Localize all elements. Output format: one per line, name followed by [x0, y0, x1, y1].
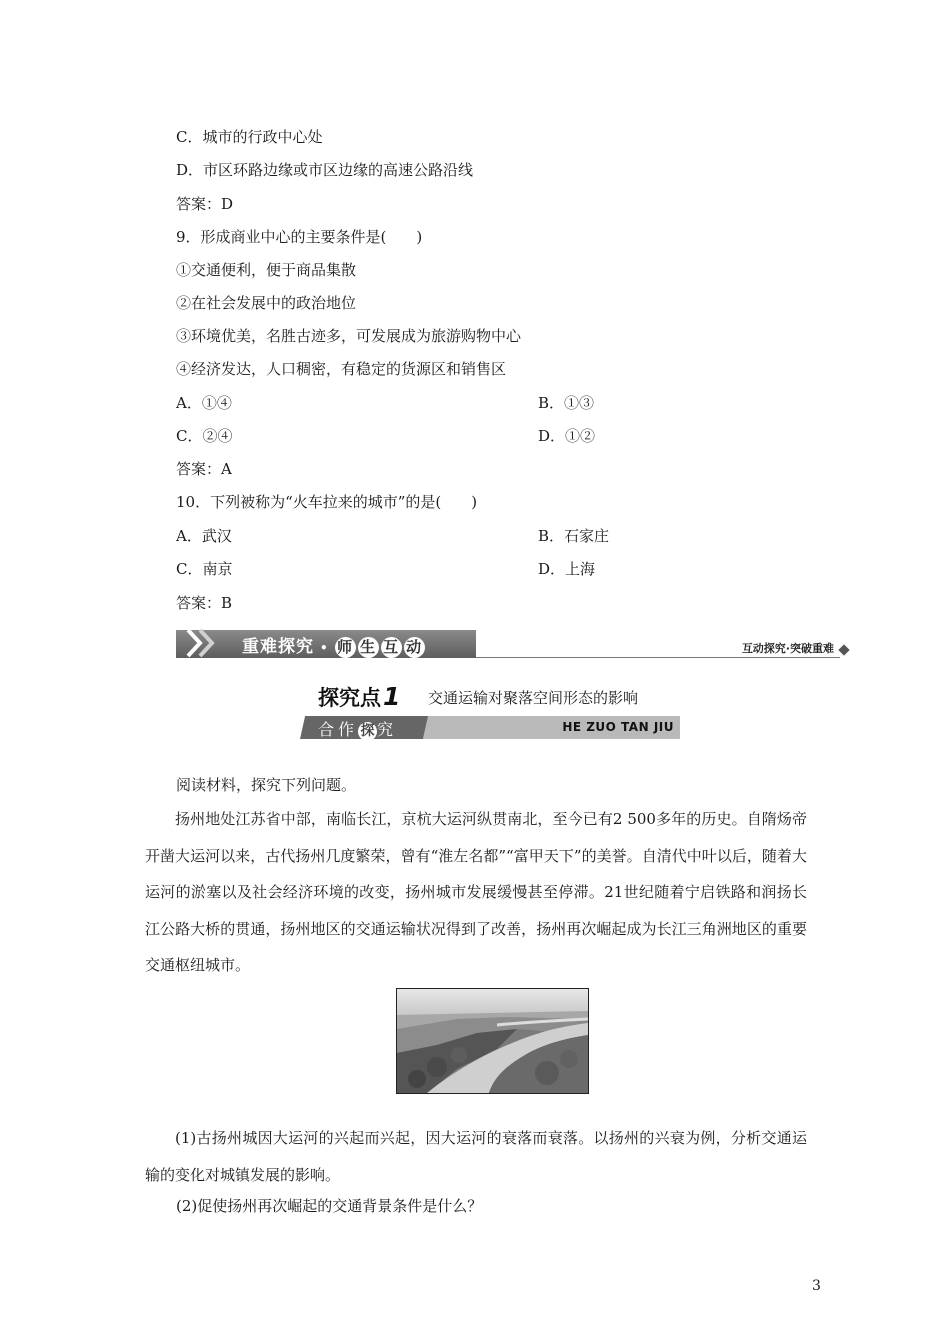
q10-answer: 答案：B [176, 594, 233, 612]
q10-option-d: D．上海 [538, 560, 596, 578]
coop-label [318, 717, 397, 741]
q9-option-c: C．②④ [176, 427, 233, 445]
q9-item-2: ②在社会发展中的政治地位 [176, 294, 357, 312]
page-number: 3 [812, 1278, 821, 1294]
banner-char-1: 师 [335, 637, 356, 658]
q10-stem: 10．下列被称为“火车拉来的城市”的是( ) [176, 493, 478, 511]
coop-label-a: 合作 [318, 720, 359, 739]
coop-circle-char: 探 [358, 722, 377, 741]
coop-label-b: 究 [377, 720, 398, 739]
material-intro: 阅读材料，探究下列问题。 [176, 776, 357, 794]
q9-stem: 9．形成商业中心的主要条件是( ) [176, 228, 423, 246]
q8-option-d: D．市区环路边缘或市区边缘的高速公路沿线 [176, 161, 474, 179]
q9-item-4: ④经济发达，人口稠密，有稳定的货源区和销售区 [176, 360, 507, 378]
chevron-right-icon [184, 628, 218, 658]
q8-option-c: C．城市的行政中心处 [176, 128, 323, 146]
question-2: (2)促使扬州再次崛起的交通背景条件是什么？ [176, 1197, 483, 1215]
diamond-icon [838, 644, 849, 655]
banner-char-4: 动 [404, 637, 425, 658]
banner-title-a: 重难探究 [242, 637, 314, 657]
banner-rule [476, 657, 840, 658]
question-1: (1)古扬州城因大运河的兴起而兴起，因大运河的衰落而衰落。以扬州的兴衰为例，分析交通运输的变化对城镇发展的影响。 [145, 1129, 807, 1184]
q10-option-b: B．石家庄 [538, 527, 610, 545]
q8-answer: 答案：D [176, 195, 234, 213]
q9-option-d: D．①② [538, 427, 596, 445]
q9-item-1: ①交通便利，便于商品集散 [176, 261, 357, 279]
topic-number: 1 [383, 682, 401, 711]
banner-title [242, 632, 427, 658]
material-paragraph: 扬州地处江苏省中部，南临长江，京杭大运河纵贯南北，至今已有2 500多年的历史。自隋炀帝开凿大运河以来，古代扬州几度繁荣，曾有“淮左名都”“富甲天下”的美誉。自清代中叶以后，随着大运河的淤塞以及社会经济环境的改变，扬州城市发展缓慢甚至停滞。21世纪随着宁启铁路和润扬长江公路大桥的贯通，扬州地区的交通运输状况得到了改善，扬州再次崛起成为长江三角洲地区的重要交通枢纽城市。 [145, 810, 807, 974]
q9-option-a: A．①④ [176, 394, 232, 412]
topic-heading [318, 682, 400, 712]
yangzhou-aerial-photo [396, 988, 589, 1094]
banner-char-2: 生 [358, 637, 379, 658]
q10-option-c: C．南京 [176, 560, 233, 578]
q9-item-3: ③环境优美，名胜古迹多，可发展成为旅游购物中心 [176, 327, 522, 345]
cooperation-bar [300, 716, 680, 739]
coop-english-label: HE ZUO TAN JIU [562, 720, 674, 734]
q9-option-b: B．①③ [538, 394, 595, 412]
q10-option-a: A．武汉 [176, 527, 232, 545]
banner-char-3: 互 [381, 637, 402, 658]
banner-right-label: 互动探究·突破重难 [741, 642, 834, 655]
section-banner [176, 628, 848, 662]
q9-answer: 答案：A [176, 460, 232, 478]
topic-label: 探究点 [318, 686, 381, 710]
topic-text: 交通运输对聚落空间形态的影响 [428, 689, 639, 707]
banner-separator: • [320, 641, 329, 655]
